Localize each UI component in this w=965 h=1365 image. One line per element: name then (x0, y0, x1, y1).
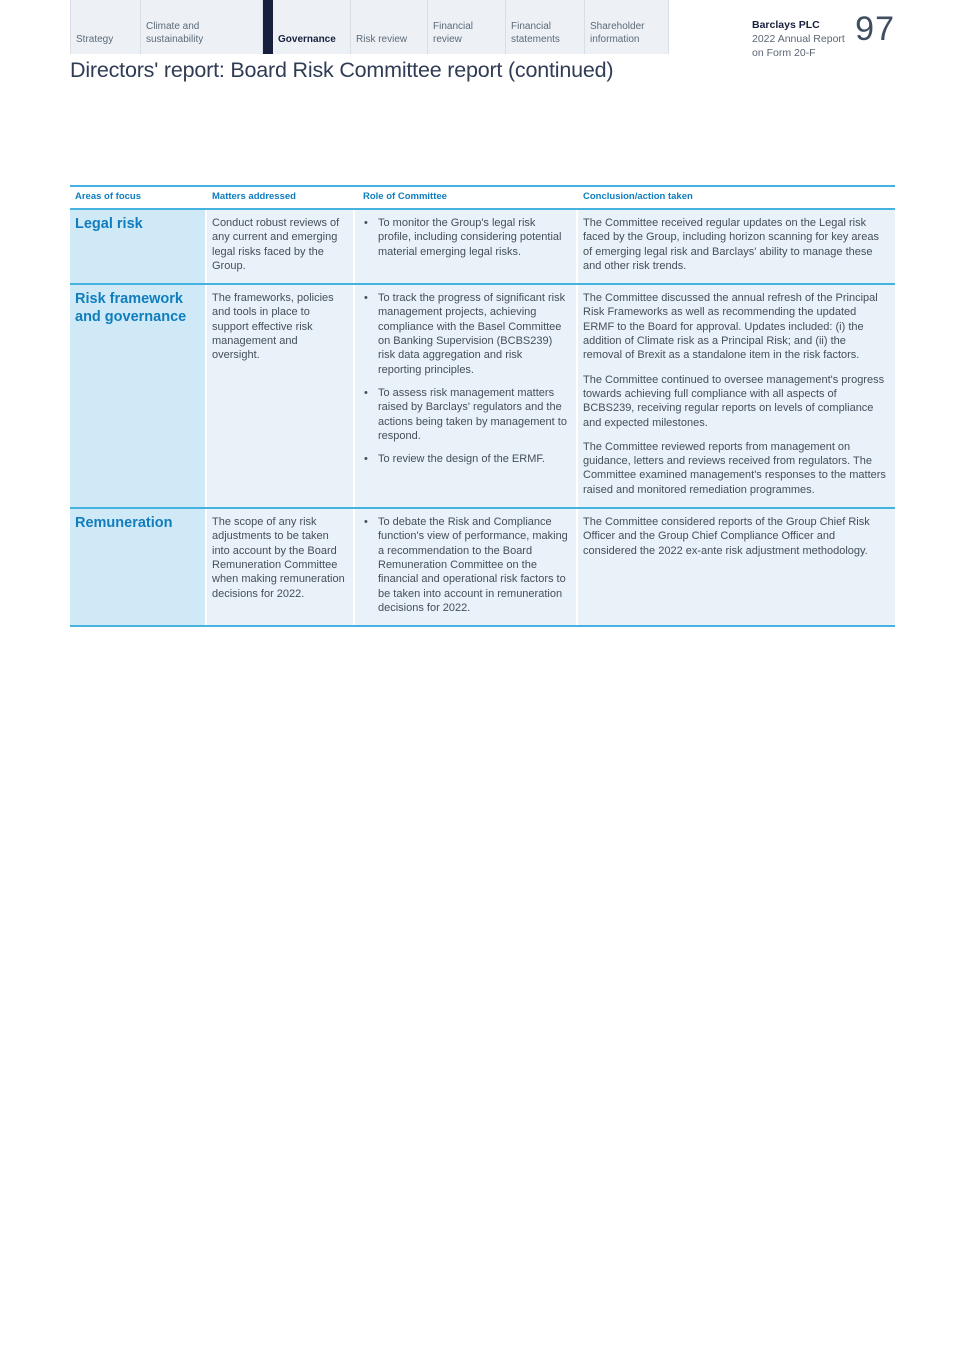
role-bullet-item: • To track the progress of significant risk management projects, achieving compliance with the Basel Committee on Banking Supervision (BCBS239) risk data aggregation and risk reporting principles. (355, 291, 568, 377)
matters-addressed-cell (207, 509, 353, 625)
tab-label: Governance (278, 33, 336, 45)
tab-label: Financial statements (511, 21, 560, 45)
page-title: Directors' report: Board Risk Committee report (continued) (70, 58, 614, 82)
table-row (70, 283, 895, 507)
matters-text: The scope of any risk adjustments to be taken into account by the Board Remuneration Committee when making remuneration decisions for 2022. (212, 516, 345, 600)
matters-text: The frameworks, policies and tools in place to support effective risk management and oversight. (212, 292, 334, 362)
conclusion-cell (578, 210, 895, 283)
role-bullet-item: • To monitor the Group's legal risk profile, including considering potential material emerging legal risks. (355, 216, 568, 259)
section-tabs (70, 0, 669, 54)
role-of-committee-cell (355, 285, 576, 507)
area-of-focus-cell: Risk framework and governance (70, 285, 205, 507)
page-number: 97 (855, 10, 895, 48)
table-header-row (70, 185, 895, 208)
role-bullet-item: • To assess risk management matters raised by Barclays' regulators and the actions being taken by management to respond. (355, 386, 568, 443)
tab-governance[interactable] (273, 0, 351, 54)
brand-report-line: 2022 Annual Report (752, 33, 845, 46)
tab-strategy[interactable] (71, 0, 141, 54)
tab-label: Strategy (76, 33, 114, 45)
column-header: Areas of focus (75, 191, 141, 202)
tab-risk-review[interactable] (351, 0, 428, 54)
role-of-committee-cell (355, 509, 576, 625)
conclusion-paragraph: The Committee continued to oversee management's progress towards achieving full compliance with all aspects of BCBS239, receiving regular reports on levels of compliance and expected milestones. (583, 373, 885, 429)
brand-name: Barclays PLC (752, 19, 820, 31)
table-row (70, 507, 895, 625)
brand-block (752, 18, 845, 61)
conclusion-paragraph: The Committee received regular updates on the Legal risk faced by the Group, including horizon scanning for key areas of emerging legal risk and Barclays' ability to manage these and other risk trends. (583, 217, 879, 272)
tab-label: Climate and sustainability (146, 21, 204, 45)
tab-label: Financial review (433, 21, 474, 45)
tab-climate-and-sustainability[interactable] (141, 0, 263, 54)
area-of-focus-cell: Legal risk (70, 210, 205, 283)
column-header: Matters addressed (212, 191, 296, 202)
role-bullet-item: • To debate the Risk and Compliance function's view of performance, making a recommendation to the Board Remuneration Committee on the financial and operational risk factors to be taken into account in remuneration decisions for 2022. (355, 515, 568, 615)
table-body (70, 208, 895, 625)
conclusion-paragraph: The Committee reviewed reports from management on guidance, letters and reviews received from regulators. The Committee examined management's responses to the matters raised and monitored remediation programmes. (583, 440, 886, 496)
conclusion-cell (578, 509, 895, 625)
tab-label: Risk review (356, 33, 408, 45)
brand-form-line: on Form 20-F (752, 47, 816, 60)
conclusion-cell (578, 285, 895, 507)
areas-of-focus-table (70, 185, 895, 627)
conclusion-paragraph: The Committee discussed the annual refresh of the Principal Risk Frameworks as well as recommending the updated ERMF to the Board for approval. Updates included: (i) the addition of Climate risk as a Principal Risk; and (ii) the removal of Brexit as a standalone item in the risk factors. (583, 292, 878, 362)
tab-financial-statements[interactable] (506, 0, 585, 54)
tab-shareholder-information[interactable] (585, 0, 669, 54)
matters-text: Conduct robust reviews of any current and emerging legal risks faced by the Group. (212, 217, 340, 272)
active-tab-marker (263, 0, 273, 54)
column-header: Conclusion/action taken (583, 191, 693, 202)
area-of-focus-cell: Remuneration (70, 509, 205, 625)
matters-addressed-cell (207, 210, 353, 283)
role-of-committee-cell (355, 210, 576, 283)
tab-label: Shareholder information (590, 21, 645, 45)
role-bullet-item: • To review the design of the ERMF. (355, 452, 568, 466)
matters-addressed-cell (207, 285, 353, 507)
tab-financial-review[interactable] (428, 0, 506, 54)
table-row (70, 208, 895, 283)
conclusion-paragraph: The Committee considered reports of the Group Chief Risk Officer and the Group Chief Compliance Officer and considered the 2022 ex-ante risk adjustment methodology. (583, 516, 870, 557)
column-header: Role of Committee (363, 191, 447, 202)
